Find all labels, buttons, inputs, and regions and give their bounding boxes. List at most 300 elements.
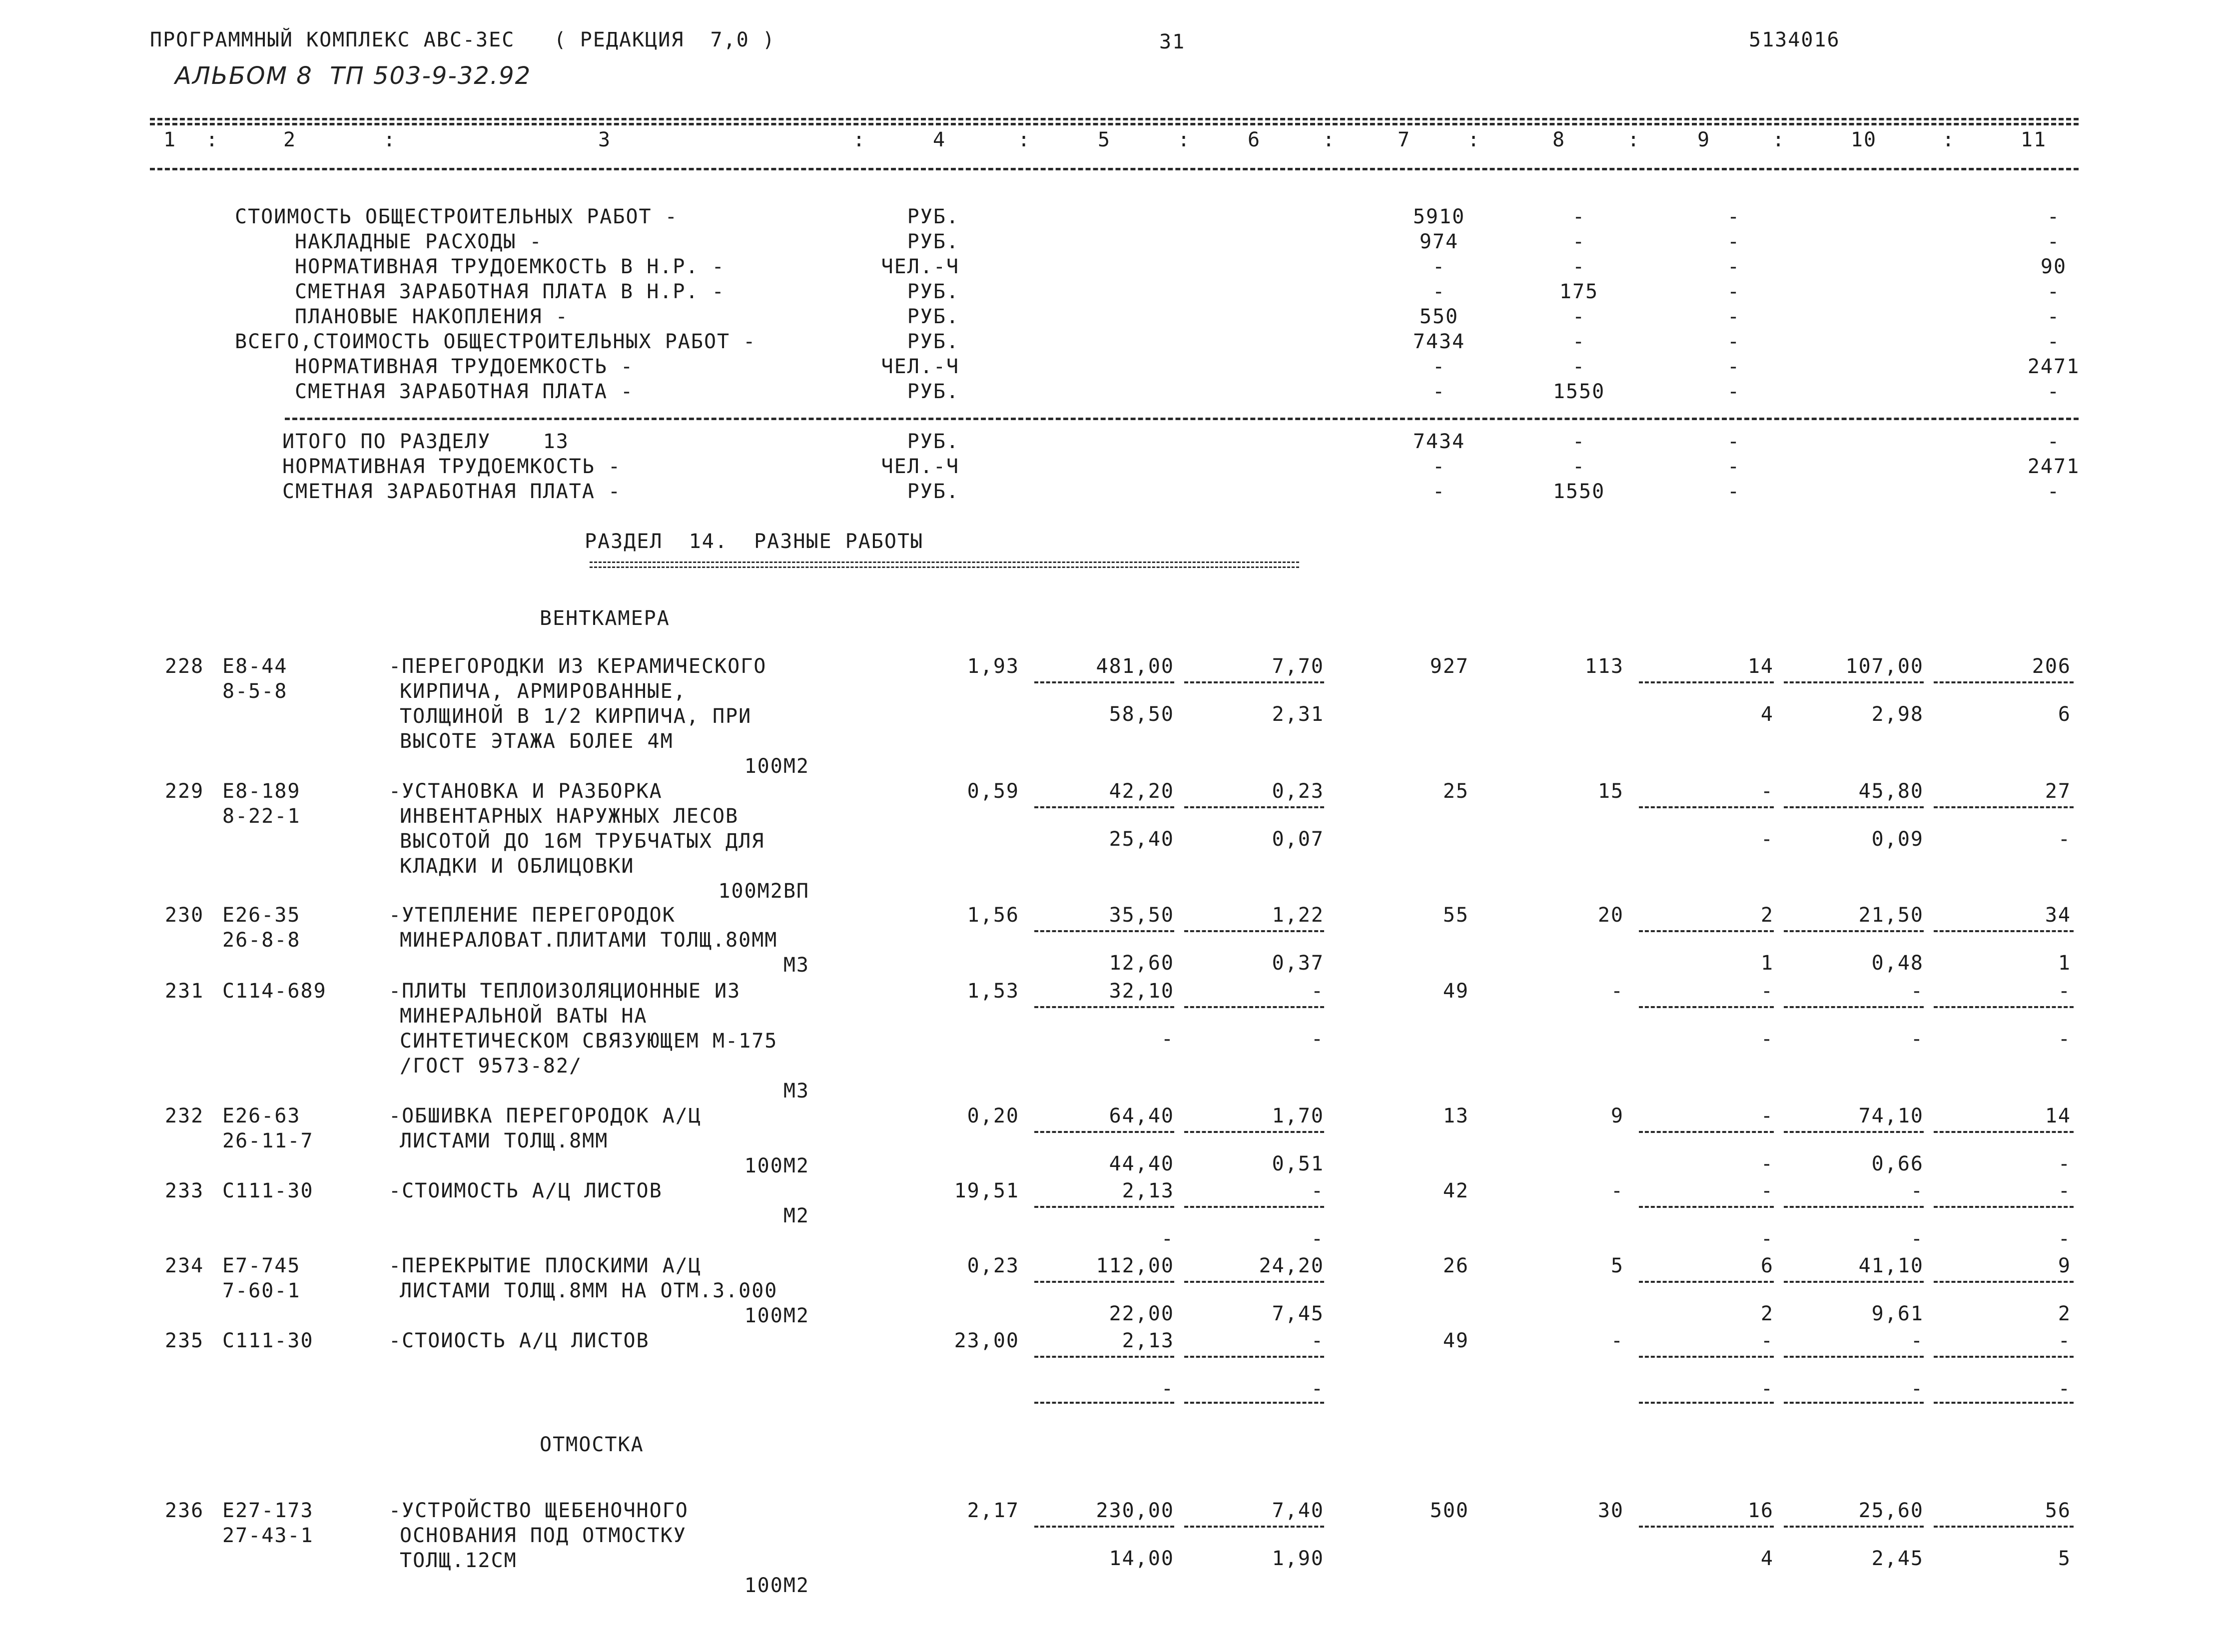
summary-value-c7: 7434 bbox=[1413, 430, 1466, 453]
entry-code: С114-689 bbox=[222, 980, 327, 1003]
column-header-6: 6 bbox=[1247, 128, 1261, 151]
entry-code-secondary: 26-8-8 bbox=[222, 929, 301, 952]
entry-value-c11: - bbox=[2058, 980, 2071, 1003]
entry-value-c11: 14 bbox=[2045, 1104, 2071, 1127]
entry-value-c6: 7,70 bbox=[1272, 655, 1324, 678]
entry-value-c5: 32,10 bbox=[1109, 980, 1174, 1003]
entry-code: Е26-63 bbox=[222, 1104, 301, 1127]
entry-sub-value-c9: 4 bbox=[1760, 1547, 1774, 1570]
entry-value-c9: 2 bbox=[1760, 904, 1774, 927]
summary-value-c9: - bbox=[1727, 280, 1741, 303]
entry-value-c7: 25 bbox=[1443, 780, 1469, 803]
entry-number: 232 bbox=[165, 1104, 204, 1127]
entry-number: 231 bbox=[165, 980, 204, 1003]
summary-value-c7: 7434 bbox=[1413, 330, 1466, 353]
header-bottom-rule bbox=[150, 168, 2079, 170]
entry-sub-value-c11: 5 bbox=[2058, 1547, 2071, 1570]
entry-code: С111-30 bbox=[222, 1329, 314, 1352]
entry-code-secondary: 7-60-1 bbox=[222, 1279, 301, 1302]
entry-rule-c11 bbox=[1934, 930, 2074, 932]
subsection-ventkamera: ВЕНТКАМЕРА bbox=[540, 607, 670, 630]
entry-rule-c10 bbox=[1784, 1131, 1924, 1133]
summary-unit: ЧЕЛ.-Ч bbox=[881, 255, 959, 278]
column-header-1: 1 bbox=[163, 128, 177, 151]
entry-sub-value-c6: 0,51 bbox=[1272, 1152, 1324, 1175]
summary-value-c7: - bbox=[1432, 280, 1446, 303]
entry-value-c5: 481,00 bbox=[1096, 655, 1174, 678]
summary-label: НОРМАТИВНАЯ ТРУДОЕМКОСТЬ В Н.Р. - bbox=[295, 255, 725, 278]
column-header-2: 2 bbox=[283, 128, 297, 151]
entry-rule-c10 bbox=[1784, 1206, 1924, 1208]
entry-value-c5: 2,13 bbox=[1122, 1329, 1174, 1352]
entry-rule-c6 bbox=[1184, 681, 1324, 683]
entry-value-c6: - bbox=[1311, 1329, 1324, 1352]
entry-sub-value-c10: 0,66 bbox=[1871, 1152, 1924, 1175]
entry-sub-value-c9: - bbox=[1760, 1152, 1774, 1175]
entry-code: Е7-745 bbox=[222, 1254, 301, 1277]
entry-sub-value-c9: 2 bbox=[1760, 1302, 1774, 1325]
entry-value-c10: 45,80 bbox=[1858, 780, 1924, 803]
entry-value-c7: 500 bbox=[1430, 1499, 1469, 1522]
entry-sub-value-c5: - bbox=[1161, 1227, 1174, 1250]
summary-value-c9: - bbox=[1727, 305, 1741, 328]
column-separator: : bbox=[852, 128, 866, 151]
entry-value-c10: 107,00 bbox=[1845, 655, 1924, 678]
summary-value-c7: - bbox=[1432, 380, 1446, 403]
entry-rule-c5 bbox=[1034, 930, 1174, 932]
summary-value-c11: 2471 bbox=[2027, 355, 2080, 378]
entry-sub-value-c9: - bbox=[1760, 1227, 1774, 1250]
entry-rule-c10 bbox=[1784, 930, 1924, 932]
entry-sub-value-c5: - bbox=[1161, 1377, 1174, 1400]
entry-sub-value-c11: - bbox=[2058, 1227, 2071, 1250]
entry-rule-c10 bbox=[1784, 1006, 1924, 1008]
entry-description-line: ОСНОВАНИЯ ПОД ОТМОСТКУ bbox=[400, 1524, 687, 1547]
entry-code-secondary: 27-43-1 bbox=[222, 1524, 314, 1547]
summary-label: ВСЕГО,СТОИМОСТЬ ОБЩЕСТРОИТЕЛЬНЫХ РАБОТ - bbox=[235, 330, 756, 353]
entry-number: 230 bbox=[165, 904, 204, 927]
entry-code-secondary: 8-5-8 bbox=[222, 680, 288, 703]
column-separator: : bbox=[205, 128, 219, 151]
entry-number: 234 bbox=[165, 1254, 204, 1277]
summary-separator bbox=[285, 418, 2079, 420]
summary-value-c9: - bbox=[1727, 255, 1741, 278]
entry-value-c6: 0,23 bbox=[1272, 780, 1324, 803]
entry-rule-c11 bbox=[1934, 1402, 2074, 1404]
entry-sub-value-c5: 25,40 bbox=[1109, 828, 1174, 851]
page-number: 31 bbox=[1159, 30, 1186, 53]
entry-rule-c9 bbox=[1639, 1281, 1774, 1283]
entry-description-line: -ПЕРЕКРЫТИЕ ПЛОСКИМИ А/Ц bbox=[389, 1254, 702, 1277]
entry-description-line: ЛИСТАМИ ТОЛЩ.8ММ bbox=[400, 1129, 609, 1152]
entry-value-c7: 927 bbox=[1430, 655, 1469, 678]
entry-description-line: -ОБШИВКА ПЕРЕГОРОДОК А/Ц bbox=[389, 1104, 702, 1127]
summary-unit: РУБ. bbox=[907, 230, 959, 253]
entry-value-c7: 49 bbox=[1443, 1329, 1469, 1352]
entry-rule-c5 bbox=[1034, 1206, 1174, 1208]
entry-unit: 100М2 bbox=[744, 755, 809, 778]
entry-number: 228 bbox=[165, 655, 204, 678]
entry-value-c8: - bbox=[1610, 1179, 1624, 1202]
entry-description-line: МИНЕРАЛОВАТ.ПЛИТАМИ ТОЛЩ.80ММ bbox=[400, 929, 778, 952]
entry-rule-c5 bbox=[1034, 1402, 1174, 1404]
summary-unit: РУБ. bbox=[907, 330, 959, 353]
column-separator: : bbox=[1627, 128, 1641, 151]
entry-description-line: ТОЛЩ.12СМ bbox=[400, 1549, 517, 1572]
summary-value-c11: - bbox=[2047, 330, 2061, 353]
entry-sub-value-c11: 6 bbox=[2058, 703, 2071, 726]
entry-sub-value-c9: - bbox=[1760, 828, 1774, 851]
entry-value-c9: - bbox=[1760, 980, 1774, 1003]
entry-sub-value-c6: 0,37 bbox=[1272, 952, 1324, 975]
summary-value-c7: 974 bbox=[1419, 230, 1459, 253]
summary-value-c8: - bbox=[1572, 230, 1586, 253]
document-code: 5134016 bbox=[1749, 28, 1840, 51]
summary-value-c11: 90 bbox=[2040, 255, 2067, 278]
summary-value-c8: - bbox=[1572, 330, 1586, 353]
summary-value-c8: - bbox=[1572, 430, 1586, 453]
summary-label: НОРМАТИВНАЯ ТРУДОЕМКОСТЬ - bbox=[282, 455, 622, 478]
summary-label: НАКЛАДНЫЕ РАСХОДЫ - bbox=[295, 230, 543, 253]
entry-value-c5: 230,00 bbox=[1096, 1499, 1174, 1522]
entry-rule-c9 bbox=[1639, 1131, 1774, 1133]
column-header-4: 4 bbox=[932, 128, 946, 151]
header-top-rule-2 bbox=[150, 123, 2079, 125]
entry-rule-c6 bbox=[1184, 1281, 1324, 1283]
entry-value-c11: 34 bbox=[2045, 904, 2071, 927]
section-title: РАЗДЕЛ 14. РАЗНЫЕ РАБОТЫ bbox=[585, 530, 924, 553]
entry-value-c9: 14 bbox=[1747, 655, 1774, 678]
entry-value-c11: - bbox=[2058, 1329, 2071, 1352]
entry-sub-value-c11: 1 bbox=[2058, 952, 2071, 975]
entry-number: 235 bbox=[165, 1329, 204, 1352]
summary-value-c7: 5910 bbox=[1413, 205, 1466, 228]
summary-value-c9: - bbox=[1727, 430, 1741, 453]
entry-sub-value-c9: - bbox=[1760, 1377, 1774, 1400]
summary-value-c9: - bbox=[1727, 205, 1741, 228]
entry-value-c9: - bbox=[1760, 1104, 1774, 1127]
column-header-9: 9 bbox=[1697, 128, 1711, 151]
entry-sub-value-c6: - bbox=[1311, 1377, 1324, 1400]
entry-value-c11: 9 bbox=[2058, 1254, 2071, 1277]
entry-description-line: -СТОИОСТЬ А/Ц ЛИСТОВ bbox=[389, 1329, 650, 1352]
entry-sub-value-c9: 4 bbox=[1760, 703, 1774, 726]
summary-label: СМЕТНАЯ ЗАРАБОТНАЯ ПЛАТА - bbox=[295, 380, 634, 403]
entry-value-c4: 0,20 bbox=[967, 1104, 1019, 1127]
entry-rule-c5 bbox=[1034, 1131, 1174, 1133]
entry-value-c9: - bbox=[1760, 1329, 1774, 1352]
column-header-5: 5 bbox=[1097, 128, 1111, 151]
entry-unit: 100М2 bbox=[744, 1304, 809, 1327]
entry-rule-c5 bbox=[1034, 1281, 1174, 1283]
entry-rule-c5 bbox=[1034, 806, 1174, 808]
column-separator: : bbox=[1322, 128, 1336, 151]
entry-sub-value-c6: - bbox=[1311, 1227, 1324, 1250]
entry-value-c4: 2,17 bbox=[967, 1499, 1019, 1522]
entry-sub-value-c5: 14,00 bbox=[1109, 1547, 1174, 1570]
summary-value-c11: 2471 bbox=[2027, 455, 2080, 478]
entry-description-line: СИНТЕТИЧЕСКОМ СВЯЗУЮЩЕМ М-175 bbox=[400, 1030, 778, 1053]
summary-label: СМЕТНАЯ ЗАРАБОТНАЯ ПЛАТА В Н.Р. - bbox=[295, 280, 725, 303]
entry-value-c6: 1,22 bbox=[1272, 904, 1324, 927]
entry-description-line: ВЫСОТЕ ЭТАЖА БОЛЕЕ 4М bbox=[400, 730, 674, 753]
entry-sub-value-c10: - bbox=[1910, 1028, 1924, 1051]
entry-value-c6: 24,20 bbox=[1259, 1254, 1324, 1277]
entry-value-c11: 27 bbox=[2045, 780, 2071, 803]
entry-sub-value-c6: 2,31 bbox=[1272, 703, 1324, 726]
entry-value-c5: 64,40 bbox=[1109, 1104, 1174, 1127]
summary-value-c9: - bbox=[1727, 330, 1741, 353]
entry-rule-c11 bbox=[1934, 1006, 2074, 1008]
entry-value-c6: 1,70 bbox=[1272, 1104, 1324, 1127]
entry-value-c4: 1,56 bbox=[967, 904, 1019, 927]
summary-value-c7: - bbox=[1432, 255, 1446, 278]
entry-code: Е8-44 bbox=[222, 655, 288, 678]
entry-rule-c11 bbox=[1934, 1281, 2074, 1283]
entry-rule-c9 bbox=[1639, 930, 1774, 932]
entry-value-c5: 42,20 bbox=[1109, 780, 1174, 803]
entry-rule-c5 bbox=[1034, 1006, 1174, 1008]
summary-value-c9: - bbox=[1727, 455, 1741, 478]
entry-description-line: -ПЕРЕГОРОДКИ ИЗ КЕРАМИЧЕСКОГО bbox=[389, 655, 767, 678]
entry-number: 229 bbox=[165, 780, 204, 803]
entry-rule-c11 bbox=[1934, 1131, 2074, 1133]
entry-sub-value-c10: 0,48 bbox=[1871, 952, 1924, 975]
column-header-3: 3 bbox=[598, 128, 612, 151]
entry-value-c5: 2,13 bbox=[1122, 1179, 1174, 1202]
entry-rule-c9 bbox=[1639, 1206, 1774, 1208]
summary-unit: ЧЕЛ.-Ч bbox=[881, 455, 959, 478]
entry-value-c10: 74,10 bbox=[1858, 1104, 1924, 1127]
entry-value-c8: 30 bbox=[1597, 1499, 1624, 1522]
entry-value-c8: 15 bbox=[1597, 780, 1624, 803]
entry-sub-value-c6: - bbox=[1311, 1028, 1324, 1051]
entry-sub-value-c9: 1 bbox=[1760, 952, 1774, 975]
entry-value-c8: - bbox=[1610, 980, 1624, 1003]
entry-value-c8: 5 bbox=[1610, 1254, 1624, 1277]
entry-rule-c9 bbox=[1639, 1006, 1774, 1008]
entry-sub-value-c10: 0,09 bbox=[1871, 828, 1924, 851]
summary-unit: РУБ. bbox=[907, 305, 959, 328]
entry-sub-value-c11: - bbox=[2058, 1028, 2071, 1051]
entry-unit: М3 bbox=[783, 1080, 809, 1102]
entry-description-line: /ГОСТ 9573-82/ bbox=[400, 1055, 583, 1078]
column-header-11: 11 bbox=[2020, 128, 2047, 151]
entry-rule-c9 bbox=[1639, 681, 1774, 683]
column-header-8: 8 bbox=[1552, 128, 1566, 151]
entry-value-c11: 56 bbox=[2045, 1499, 2071, 1522]
entry-rule-c6 bbox=[1184, 1526, 1324, 1528]
entry-sub-value-c11: 2 bbox=[2058, 1302, 2071, 1325]
entry-value-c4: 0,59 bbox=[967, 780, 1019, 803]
summary-unit: РУБ. bbox=[907, 480, 959, 503]
entry-sub-value-c10: - bbox=[1910, 1227, 1924, 1250]
summary-value-c8: 1550 bbox=[1552, 480, 1605, 503]
entry-rule-c5 bbox=[1034, 1526, 1174, 1528]
summary-value-c9: - bbox=[1727, 480, 1741, 503]
entry-rule-c6 bbox=[1184, 930, 1324, 932]
entry-sub-value-c6: 7,45 bbox=[1272, 1302, 1324, 1325]
entry-unit: 100М2 bbox=[744, 1574, 809, 1597]
summary-value-c11: - bbox=[2047, 430, 2061, 453]
entry-sub-value-c11: - bbox=[2058, 828, 2071, 851]
entry-value-c9: 6 bbox=[1760, 1254, 1774, 1277]
entry-value-c7: 13 bbox=[1443, 1104, 1469, 1127]
summary-label: НОРМАТИВНАЯ ТРУДОЕМКОСТЬ - bbox=[295, 355, 634, 378]
entry-value-c8: 9 bbox=[1610, 1104, 1624, 1127]
entry-value-c5: 35,50 bbox=[1109, 904, 1174, 927]
column-header-10: 10 bbox=[1850, 128, 1877, 151]
column-separator: : bbox=[1772, 128, 1786, 151]
entry-value-c11: 206 bbox=[2032, 655, 2071, 678]
column-separator: : bbox=[1017, 128, 1031, 151]
entry-value-c10: 25,60 bbox=[1858, 1499, 1924, 1522]
summary-value-c8: 1550 bbox=[1552, 380, 1605, 403]
entry-description-line: ВЫСОТОЙ ДО 16М ТРУБЧАТЫХ ДЛЯ bbox=[400, 830, 765, 853]
section-title-underline bbox=[590, 561, 1299, 568]
summary-value-c8: - bbox=[1572, 305, 1586, 328]
entry-code: Е26-35 bbox=[222, 904, 301, 927]
summary-label: ПЛАНОВЫЕ НАКОПЛЕНИЯ - bbox=[295, 305, 569, 328]
entry-rule-c9 bbox=[1639, 1526, 1774, 1528]
entry-description-line: -СТОИМОСТЬ А/Ц ЛИСТОВ bbox=[389, 1179, 663, 1202]
entry-rule-c11 bbox=[1934, 1526, 2074, 1528]
summary-value-c11: - bbox=[2047, 305, 2061, 328]
entry-unit: 100М2 bbox=[744, 1154, 809, 1177]
summary-value-c11: - bbox=[2047, 380, 2061, 403]
entry-description-line: -УСТРОЙСТВО ЩЕБЕНОЧНОГО bbox=[389, 1499, 689, 1522]
entry-sub-value-c5: 12,60 bbox=[1109, 952, 1174, 975]
entry-value-c4: 1,53 bbox=[967, 980, 1019, 1003]
entry-value-c10: - bbox=[1910, 1179, 1924, 1202]
entry-rule-c10 bbox=[1784, 681, 1924, 683]
entry-number: 233 bbox=[165, 1179, 204, 1202]
subsection-otmostka: ОТМОСТКА bbox=[540, 1433, 644, 1456]
entry-code: Е8-189 bbox=[222, 780, 301, 803]
entry-value-c9: - bbox=[1760, 1179, 1774, 1202]
entry-description-line: МИНЕРАЛЬНОЙ ВАТЫ НА bbox=[400, 1005, 648, 1028]
program-header: ПРОГРАММНЫЙ КОМПЛЕКС АВС-3ЕС ( РЕДАКЦИЯ 7,0 ) bbox=[150, 28, 775, 51]
entry-description-line: КЛАДКИ И ОБЛИЦОВКИ bbox=[400, 855, 635, 878]
summary-unit: ЧЕЛ.-Ч bbox=[881, 355, 959, 378]
entry-rule-c9 bbox=[1639, 1356, 1774, 1358]
entry-sub-value-c10: - bbox=[1910, 1377, 1924, 1400]
entry-rule-c9 bbox=[1639, 1402, 1774, 1404]
summary-value-c11: - bbox=[2047, 205, 2061, 228]
entry-code: Е27-173 bbox=[222, 1499, 314, 1522]
column-separator: : bbox=[1467, 128, 1481, 151]
summary-label: ИТОГО ПО РАЗДЕЛУ 13 bbox=[282, 430, 569, 453]
entry-rule-c10 bbox=[1784, 806, 1924, 808]
entry-rule-c6 bbox=[1184, 1131, 1324, 1133]
entry-code-secondary: 26-11-7 bbox=[222, 1129, 314, 1152]
entry-rule-c10 bbox=[1784, 1402, 1924, 1404]
summary-value-c8: - bbox=[1572, 205, 1586, 228]
entry-rule-c11 bbox=[1934, 1206, 2074, 1208]
entry-rule-c6 bbox=[1184, 1402, 1324, 1404]
entry-sub-value-c5: - bbox=[1161, 1028, 1174, 1051]
entry-value-c10: - bbox=[1910, 1329, 1924, 1352]
entry-description-line: ТОЛЩИНОЙ В 1/2 КИРПИЧА, ПРИ bbox=[400, 705, 752, 728]
summary-value-c8: - bbox=[1572, 355, 1586, 378]
column-separator: : bbox=[1942, 128, 1956, 151]
entry-value-c6: 7,40 bbox=[1272, 1499, 1324, 1522]
entry-sub-value-c5: 22,00 bbox=[1109, 1302, 1174, 1325]
entry-unit: М3 bbox=[783, 954, 809, 977]
entry-description-line: -УТЕПЛЕНИЕ ПЕРЕГОРОДОК bbox=[389, 904, 676, 927]
entry-unit: 100М2ВП bbox=[718, 880, 809, 903]
entry-description-line: -УСТАНОВКА И РАЗБОРКА bbox=[389, 780, 663, 803]
summary-value-c9: - bbox=[1727, 355, 1741, 378]
summary-value-c9: - bbox=[1727, 380, 1741, 403]
entry-value-c7: 42 bbox=[1443, 1179, 1469, 1202]
entry-rule-c6 bbox=[1184, 1006, 1324, 1008]
entry-value-c6: - bbox=[1311, 980, 1324, 1003]
summary-value-c8: - bbox=[1572, 255, 1586, 278]
summary-value-c9: - bbox=[1727, 230, 1741, 253]
entry-value-c4: 19,51 bbox=[954, 1179, 1019, 1202]
summary-unit: РУБ. bbox=[907, 380, 959, 403]
summary-unit: РУБ. bbox=[907, 430, 959, 453]
summary-value-c8: 175 bbox=[1559, 280, 1599, 303]
summary-value-c7: - bbox=[1432, 355, 1446, 378]
entry-sub-value-c11: - bbox=[2058, 1377, 2071, 1400]
summary-value-c8: - bbox=[1572, 455, 1586, 478]
column-separator: : bbox=[383, 128, 397, 151]
entry-sub-value-c11: - bbox=[2058, 1152, 2071, 1175]
entry-sub-value-c5: 58,50 bbox=[1109, 703, 1174, 726]
entry-number: 236 bbox=[165, 1499, 204, 1522]
entry-value-c11: - bbox=[2058, 1179, 2071, 1202]
entry-value-c9: 16 bbox=[1747, 1499, 1774, 1522]
entry-rule-c6 bbox=[1184, 1206, 1324, 1208]
summary-unit: РУБ. bbox=[907, 205, 959, 228]
entry-value-c7: 26 bbox=[1443, 1254, 1469, 1277]
entry-rule-c5 bbox=[1034, 1356, 1174, 1358]
summary-value-c11: - bbox=[2047, 230, 2061, 253]
entry-value-c9: - bbox=[1760, 780, 1774, 803]
summary-label: СМЕТНАЯ ЗАРАБОТНАЯ ПЛАТА - bbox=[282, 480, 622, 503]
entry-value-c4: 0,23 bbox=[967, 1254, 1019, 1277]
column-separator: : bbox=[1177, 128, 1191, 151]
entry-value-c7: 55 bbox=[1443, 904, 1469, 927]
entry-code-secondary: 8-22-1 bbox=[222, 805, 301, 828]
entry-value-c5: 112,00 bbox=[1096, 1254, 1174, 1277]
entry-sub-value-c10: 2,45 bbox=[1871, 1547, 1924, 1570]
entry-value-c4: 1,93 bbox=[967, 655, 1019, 678]
entry-value-c7: 49 bbox=[1443, 980, 1469, 1003]
entry-rule-c11 bbox=[1934, 681, 2074, 683]
summary-value-c7: - bbox=[1432, 480, 1446, 503]
entry-rule-c10 bbox=[1784, 1356, 1924, 1358]
entry-description-line: ИНВЕНТАРНЫХ НАРУЖНЫХ ЛЕСОВ bbox=[400, 805, 739, 828]
entry-value-c10: 41,10 bbox=[1858, 1254, 1924, 1277]
entry-value-c4: 23,00 bbox=[954, 1329, 1019, 1352]
summary-value-c11: - bbox=[2047, 280, 2061, 303]
entry-rule-c10 bbox=[1784, 1526, 1924, 1528]
entry-code: С111-30 bbox=[222, 1179, 314, 1202]
entry-value-c10: - bbox=[1910, 980, 1924, 1003]
entry-value-c8: - bbox=[1610, 1329, 1624, 1352]
entry-unit: М2 bbox=[783, 1204, 809, 1227]
entry-rule-c6 bbox=[1184, 1356, 1324, 1358]
entry-sub-value-c10: 2,98 bbox=[1871, 703, 1924, 726]
header-top-rule bbox=[150, 118, 2079, 120]
entry-description-line: КИРПИЧА, АРМИРОВАННЫЕ, bbox=[400, 680, 687, 703]
entry-description-line: ЛИСТАМИ ТОЛЩ.8ММ НА ОТМ.3.000 bbox=[400, 1279, 778, 1302]
entry-value-c6: - bbox=[1311, 1179, 1324, 1202]
entry-sub-value-c10: 9,61 bbox=[1871, 1302, 1924, 1325]
